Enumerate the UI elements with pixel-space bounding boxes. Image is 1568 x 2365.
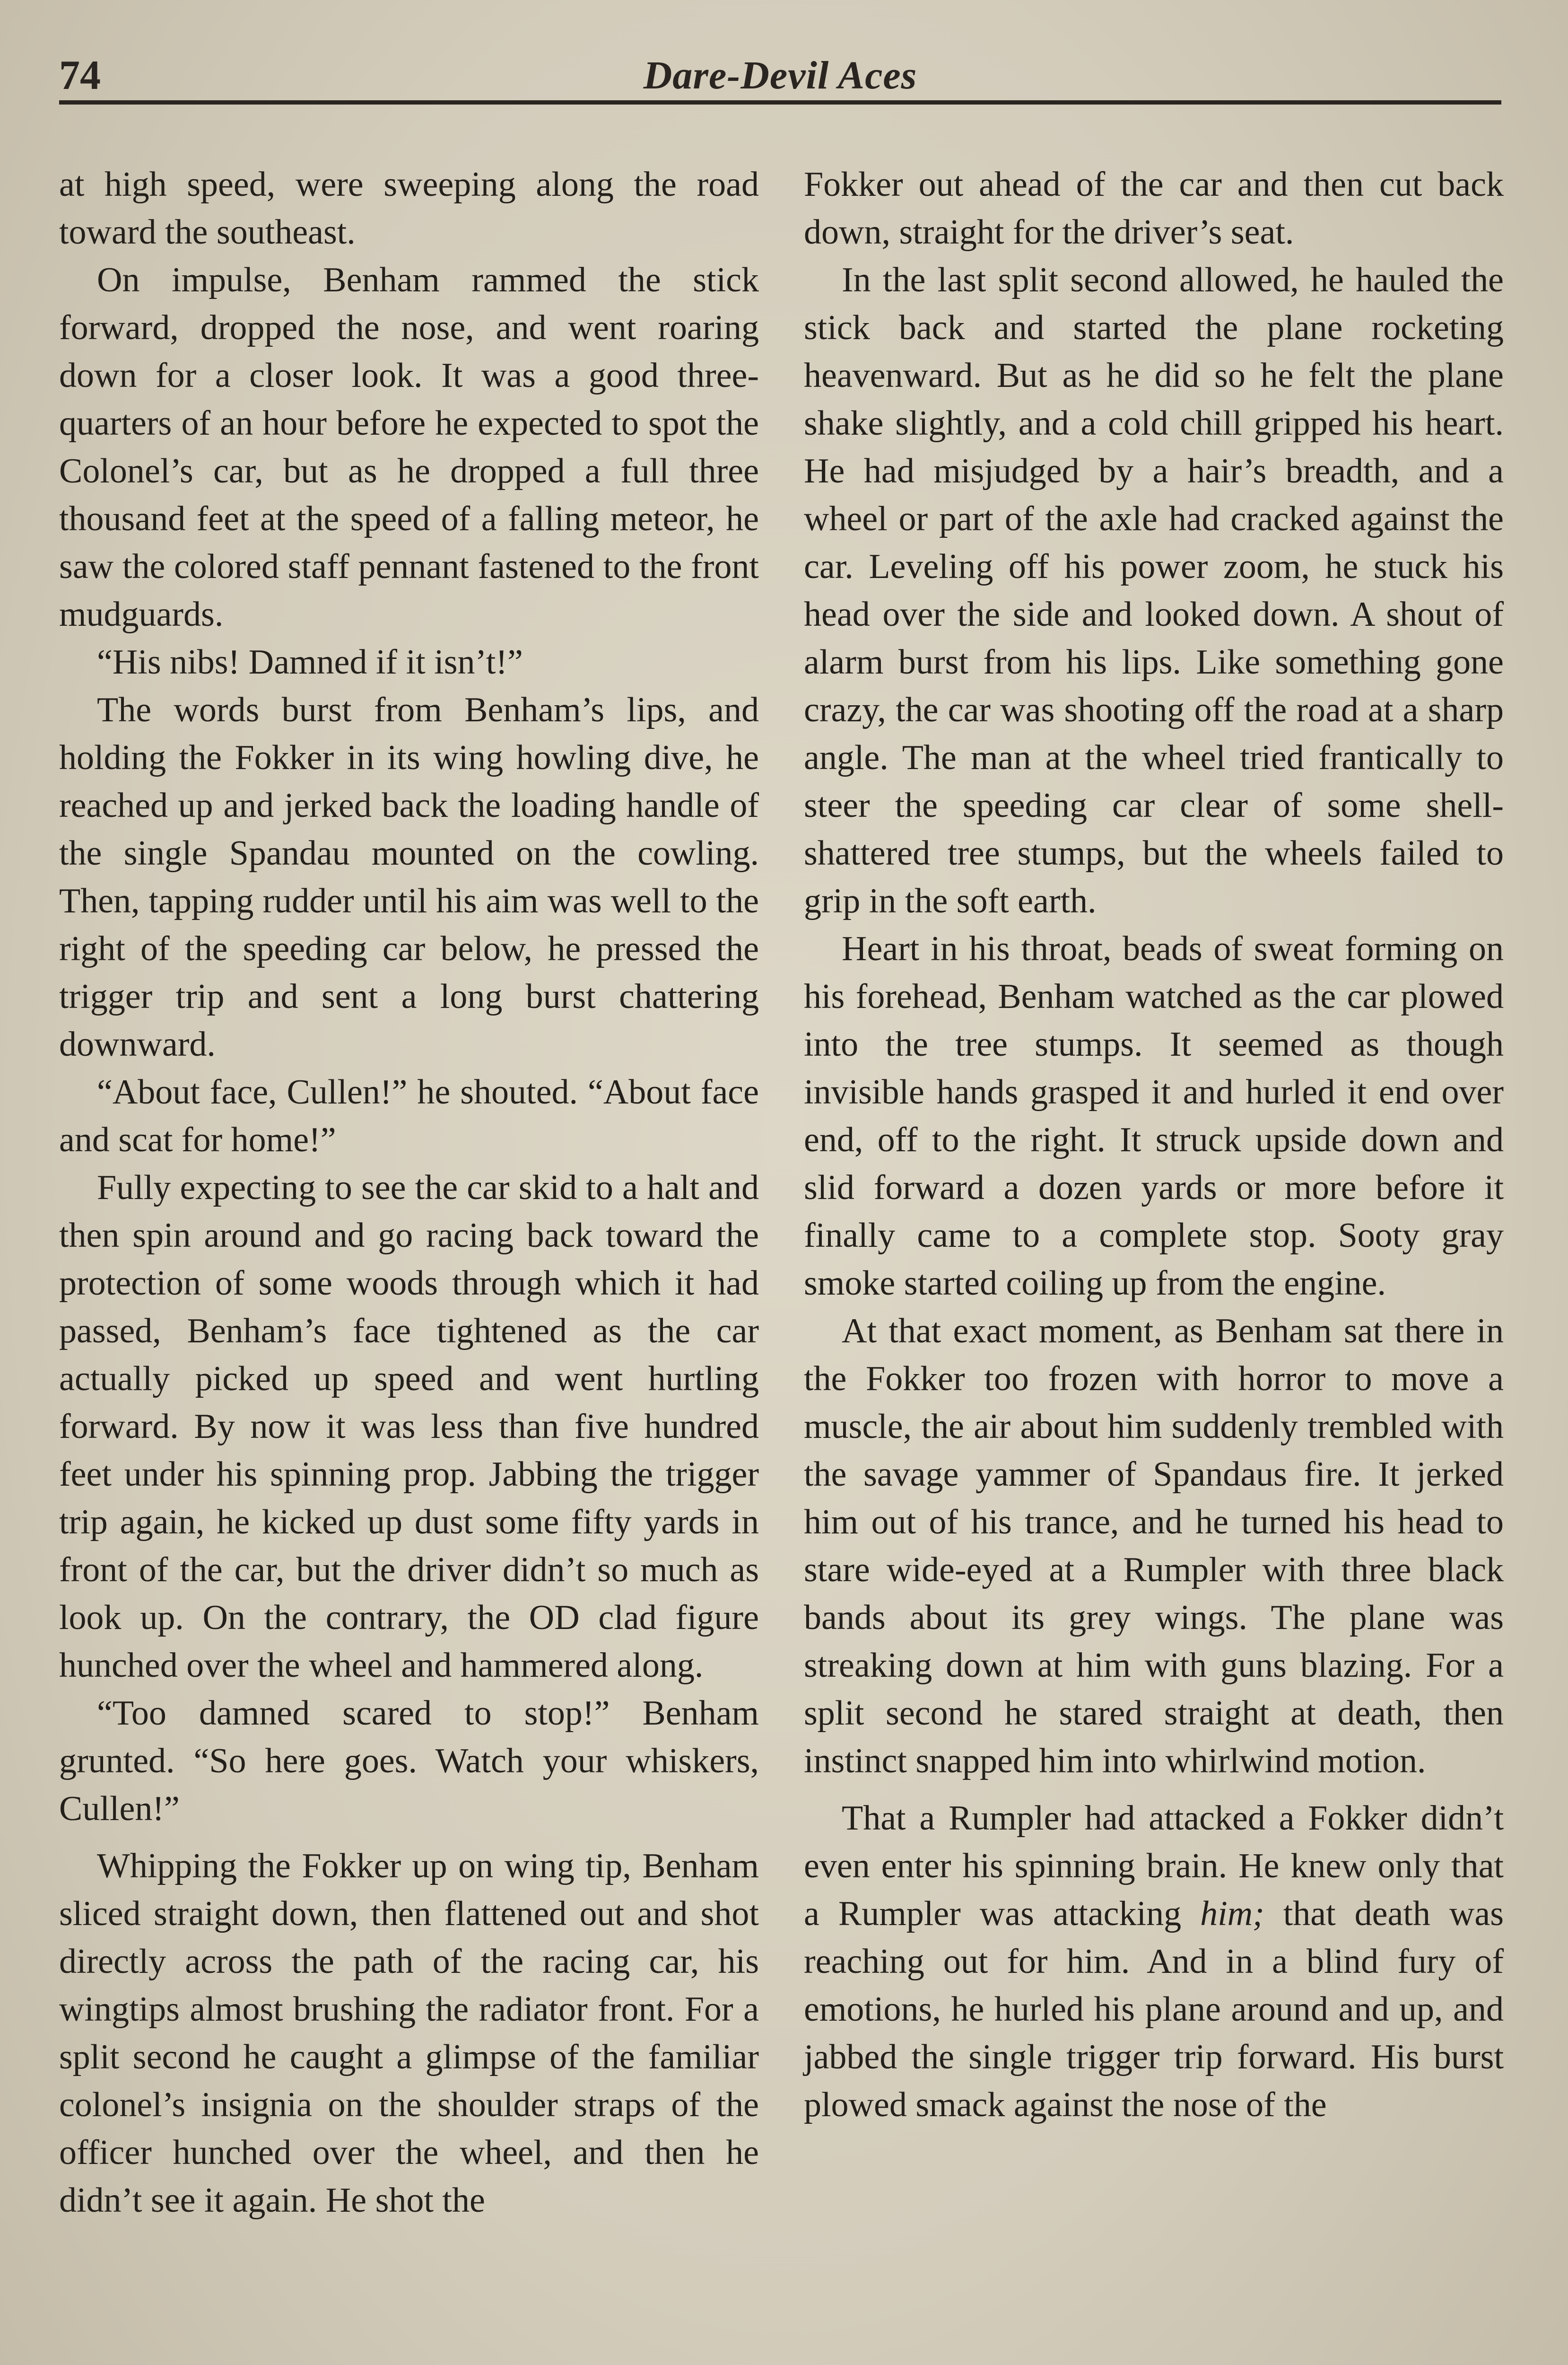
paragraph: at high speed, were sweeping along the road toward the southeast. (59, 165, 759, 252)
paragraph-text: That a Rumpler had attacked a Fokker didn’t even enter his spinning brain. He knew only that a Rumpler was attacking (804, 1799, 1504, 1933)
left-column (59, 161, 759, 2225)
paragraph: In the last split second allowed, he hauled the stick back and started the plane rocketing heavenward. But as he did so he felt the plane shake slightly, and a cold chill gripped his heart. He had misjudged by a hair’s breadth, and a wheel or part of the axle had cracked against the car. Leveling off his power zoom, he stuck his head over the side and looked down. A shout of alarm burst from his lips. Like something gone crazy, the car was shooting off the road at a sharp angle. The man at the wheel tried frantically to steer the speeding car clear of some shell-shattered tree stumps, but the wheels failed to grip in the soft earth. (804, 261, 1504, 920)
running-title: Dare-Devil Aces (643, 53, 917, 97)
paragraph: On impulse, Benham rammed the stick forward, dropped the nose, and went roaring down for a closer look. It was a good three-quarters of an hour before he expected to spot the Colonel’s car, but as he dropped a full three thousand feet at the speed of a falling meteor, he saw the colored staff pennant fastened to the front mudguards. (59, 261, 759, 634)
paragraph: “Too damned scared to stop!” Benham grunted. “So here goes. Watch your whiskers, Cullen!” (59, 1694, 759, 1828)
paragraph: Fokker out ahead of the car and then cut back down, straight for the driver’s seat. (804, 165, 1504, 252)
page-header (59, 45, 1501, 106)
right-column (804, 161, 1504, 2129)
header-rule (59, 100, 1501, 105)
paragraph: Whipping the Fokker up on wing tip, Benham sliced straight down, then flattened out and shot directly across the path of the racing car, his wingtips almost brushing the radiator front. For a split second he caught a glimpse of the familiar colonel’s insignia on the shoulder straps of the officer hunched over the wheel, and then he didn’t see it again. He shot the (59, 1847, 759, 2220)
paragraph (804, 1795, 1504, 2129)
paragraph-text: that death was reaching out for him. And in a blind fury of emotions, he hurled his plane around and up, and jabbed the single trigger trip forward. His burst plowed smack against the nose of the (804, 1894, 1504, 2124)
paragraph: The words burst from Benham’s lips, and holding the Fokker in its wing howling dive, he reached up and jerked back the loading handle of the single Spandau mounted on the cowling. Then, tapping rudder until his aim was well to the right of the speeding car below, he pressed the trigger trip and sent a long burst chattering downward. (59, 691, 759, 1064)
paragraph: At that exact moment, as Benham sat there in the Fokker too frozen with horror to move a muscle, the air about him suddenly trembled with the savage yammer of Spandaus fire. It jerked him out of his trance, and he turned his head to stare wide-eyed at a Rumpler with three black bands about its grey wings. The plane was streaking down at him with guns blazing. For a split second he stared straight at death, then instinct snapped him into whirlwind motion. (804, 1312, 1504, 1780)
page-number: 74 (59, 53, 101, 98)
paragraph: “About face, Cullen!” he shouted. “About face and scat for home!” (59, 1073, 759, 1159)
emphasis-text: him; (1200, 1894, 1264, 1933)
paragraph: “His nibs! Damned if it isn’t!” (97, 643, 523, 682)
paragraph: Heart in his throat, beads of sweat forming on his forehead, Benham watched as the car plowed into the tree stumps. It seemed as though invisible hands grasped it and hurled it end over end, off to the right. It struck upside down and slid forward a dozen yards or more before it finally came to a complete stop. Sooty gray smoke started coiling up from the engine. (804, 929, 1504, 1303)
paragraph: Fully expecting to see the car skid to a halt and then spin around and go racing back toward the protection of some woods through which it had passed, Benham’s face tightened as the car actually picked up speed and went hurtling forward. By now it was less than five hundred feet under his spinning prop. Jabbing the trigger trip again, he kicked up dust some fifty yards in front of the car, but the driver didn’t so much as look up. On the contrary, the OD clad figure hunched over the wheel and hammered along. (59, 1168, 759, 1685)
